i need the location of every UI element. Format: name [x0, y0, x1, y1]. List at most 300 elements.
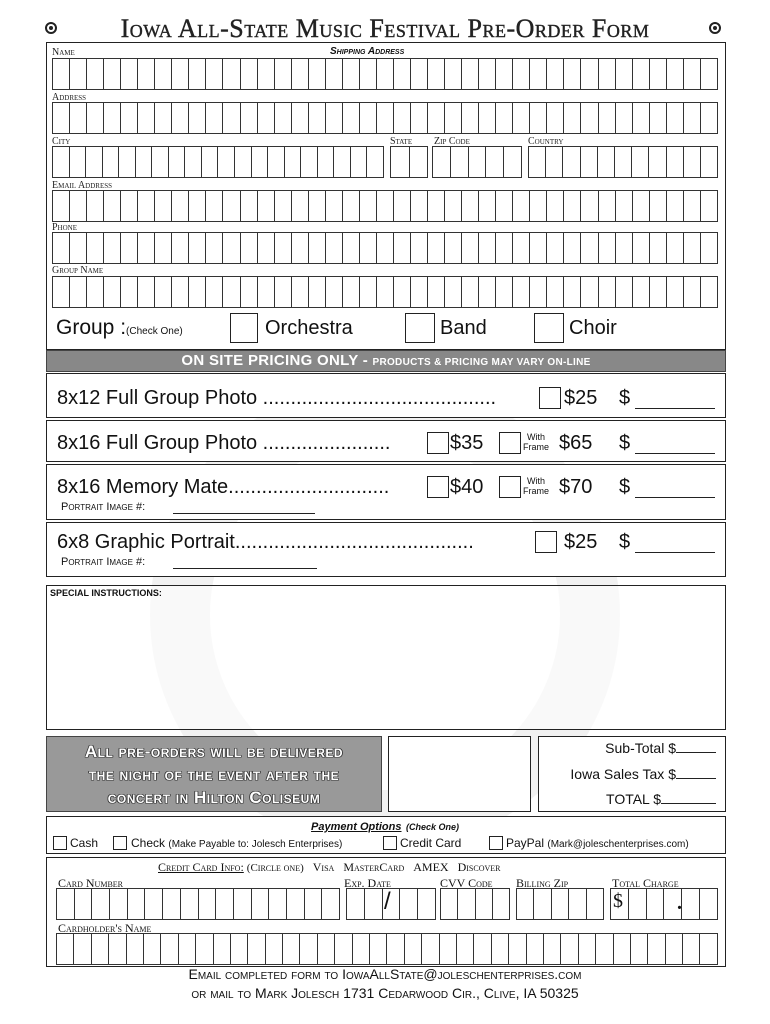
char-box[interactable]	[377, 103, 394, 133]
total-line[interactable]	[635, 453, 715, 454]
char-box[interactable]	[172, 277, 189, 307]
char-box[interactable]	[258, 191, 275, 221]
portrait-image-line[interactable]	[173, 513, 315, 514]
char-box[interactable]	[486, 147, 504, 177]
char-box[interactable]	[360, 233, 377, 263]
char-box[interactable]	[206, 59, 223, 89]
char-box[interactable]	[445, 191, 462, 221]
card-number-field[interactable]	[56, 888, 340, 920]
char-box[interactable]	[335, 934, 352, 964]
char-box[interactable]	[109, 934, 126, 964]
char-box[interactable]	[258, 103, 275, 133]
char-box[interactable]	[428, 103, 445, 133]
char-box[interactable]	[469, 147, 487, 177]
char-box[interactable]	[206, 277, 223, 307]
char-box[interactable]	[104, 59, 121, 89]
char-box[interactable]	[300, 934, 317, 964]
char-box[interactable]	[496, 277, 513, 307]
char-box[interactable]	[53, 277, 70, 307]
char-box[interactable]	[701, 233, 718, 263]
char-box[interactable]	[223, 233, 240, 263]
char-box[interactable]	[223, 191, 240, 221]
char-box[interactable]	[275, 191, 292, 221]
char-box[interactable]	[87, 233, 104, 263]
char-box[interactable]	[587, 889, 604, 919]
choir-checkbox[interactable]	[534, 313, 564, 343]
char-box[interactable]	[616, 233, 633, 263]
char-box[interactable]	[458, 889, 475, 919]
char-box[interactable]	[650, 233, 667, 263]
char-box[interactable]	[564, 277, 581, 307]
char-box[interactable]	[561, 934, 578, 964]
char-box[interactable]	[138, 59, 155, 89]
char-box[interactable]	[326, 233, 343, 263]
char-box[interactable]	[104, 103, 121, 133]
char-box[interactable]	[445, 277, 462, 307]
char-box[interactable]	[365, 889, 383, 919]
char-box[interactable]	[185, 147, 202, 177]
char-box[interactable]	[70, 277, 87, 307]
char-box[interactable]	[649, 147, 666, 177]
char-box[interactable]	[445, 103, 462, 133]
char-box[interactable]	[394, 103, 411, 133]
char-box[interactable]	[127, 934, 144, 964]
char-box[interactable]	[633, 103, 650, 133]
char-box[interactable]	[301, 147, 318, 177]
char-box[interactable]	[530, 103, 547, 133]
char-box[interactable]	[241, 233, 258, 263]
char-box[interactable]	[155, 103, 172, 133]
char-box[interactable]	[579, 934, 596, 964]
char-box[interactable]	[462, 277, 479, 307]
char-box[interactable]	[266, 934, 283, 964]
char-box[interactable]	[647, 889, 665, 919]
char-box[interactable]	[252, 889, 270, 919]
char-box[interactable]	[411, 277, 428, 307]
frame-checkbox[interactable]	[499, 432, 521, 454]
char-box[interactable]	[441, 889, 458, 919]
char-box[interactable]	[457, 934, 474, 964]
cvv-field[interactable]	[440, 888, 510, 920]
char-box[interactable]	[462, 103, 479, 133]
orchestra-checkbox[interactable]	[230, 313, 258, 343]
char-box[interactable]	[476, 889, 493, 919]
char-box[interactable]	[394, 277, 411, 307]
char-box[interactable]	[394, 59, 411, 89]
product-checkbox[interactable]	[535, 531, 557, 553]
char-box[interactable]	[353, 934, 370, 964]
char-box[interactable]	[360, 103, 377, 133]
char-box[interactable]	[616, 59, 633, 89]
char-box[interactable]	[309, 103, 326, 133]
group-name-field[interactable]	[52, 276, 718, 308]
char-box[interactable]	[667, 147, 684, 177]
char-box[interactable]	[581, 233, 598, 263]
char-box[interactable]	[569, 889, 586, 919]
char-box[interactable]	[343, 59, 360, 89]
char-box[interactable]	[104, 277, 121, 307]
char-box[interactable]	[189, 191, 206, 221]
char-box[interactable]	[581, 191, 598, 221]
char-box[interactable]	[422, 934, 439, 964]
char-box[interactable]	[479, 103, 496, 133]
char-box[interactable]	[138, 277, 155, 307]
char-box[interactable]	[411, 103, 428, 133]
product-checkbox[interactable]	[427, 432, 449, 454]
char-box[interactable]	[451, 147, 469, 177]
char-box[interactable]	[552, 889, 569, 919]
char-box[interactable]	[70, 233, 87, 263]
char-box[interactable]	[275, 59, 292, 89]
char-box[interactable]	[650, 59, 667, 89]
char-box[interactable]	[234, 889, 252, 919]
char-box[interactable]	[684, 147, 701, 177]
char-box[interactable]	[57, 934, 74, 964]
char-box[interactable]	[189, 277, 206, 307]
char-box[interactable]	[599, 233, 616, 263]
char-box[interactable]	[241, 103, 258, 133]
char-box[interactable]	[252, 147, 269, 177]
char-box[interactable]	[258, 277, 275, 307]
char-box[interactable]	[563, 147, 580, 177]
char-box[interactable]	[387, 934, 404, 964]
char-box[interactable]	[546, 147, 563, 177]
char-box[interactable]	[275, 103, 292, 133]
char-box[interactable]	[92, 889, 110, 919]
char-box[interactable]	[53, 103, 70, 133]
char-box[interactable]	[701, 277, 718, 307]
char-box[interactable]	[700, 889, 718, 919]
char-box[interactable]	[119, 147, 136, 177]
char-box[interactable]	[667, 191, 684, 221]
char-box[interactable]	[223, 103, 240, 133]
char-box[interactable]	[581, 277, 598, 307]
char-box[interactable]	[394, 233, 411, 263]
char-box[interactable]	[196, 934, 213, 964]
char-box[interactable]	[684, 103, 701, 133]
special-instructions-box[interactable]	[46, 585, 726, 730]
char-box[interactable]	[633, 59, 650, 89]
char-box[interactable]	[632, 147, 649, 177]
char-box[interactable]	[53, 59, 70, 89]
char-box[interactable]	[631, 934, 648, 964]
subtotal-line[interactable]: Sub-Total $	[540, 740, 716, 756]
char-box[interactable]	[544, 934, 561, 964]
char-box[interactable]	[347, 889, 365, 919]
char-box[interactable]	[223, 59, 240, 89]
paypal-checkbox[interactable]	[489, 836, 503, 850]
char-box[interactable]	[103, 147, 120, 177]
char-box[interactable]	[445, 59, 462, 89]
char-box[interactable]	[529, 147, 546, 177]
char-box[interactable]	[530, 233, 547, 263]
exp-date-field[interactable]	[346, 888, 436, 920]
char-box[interactable]	[275, 233, 292, 263]
char-box[interactable]	[445, 233, 462, 263]
char-box[interactable]	[163, 889, 181, 919]
char-box[interactable]	[377, 233, 394, 263]
char-box[interactable]	[391, 147, 410, 177]
char-box[interactable]	[479, 59, 496, 89]
char-box[interactable]	[418, 889, 436, 919]
char-box[interactable]	[241, 277, 258, 307]
mastercard-option[interactable]: MasterCard	[343, 860, 405, 874]
char-box[interactable]	[309, 191, 326, 221]
char-box[interactable]	[292, 277, 309, 307]
char-box[interactable]	[138, 191, 155, 221]
total-line[interactable]	[635, 408, 715, 409]
char-box[interactable]	[428, 233, 445, 263]
char-box[interactable]	[581, 103, 598, 133]
char-box[interactable]	[684, 277, 701, 307]
total-line[interactable]	[635, 552, 715, 553]
city-field[interactable]	[52, 146, 384, 178]
char-box[interactable]	[326, 59, 343, 89]
char-box[interactable]	[189, 103, 206, 133]
cardholder-name-field[interactable]	[56, 933, 718, 965]
portrait-image-line[interactable]	[173, 568, 317, 569]
char-box[interactable]	[616, 277, 633, 307]
char-box[interactable]	[305, 889, 323, 919]
char-box[interactable]	[504, 147, 522, 177]
credit-card-checkbox[interactable]	[383, 836, 397, 850]
char-box[interactable]	[189, 233, 206, 263]
char-box[interactable]	[633, 191, 650, 221]
char-box[interactable]	[70, 59, 87, 89]
char-box[interactable]	[629, 889, 647, 919]
char-box[interactable]	[75, 889, 93, 919]
char-box[interactable]	[534, 889, 551, 919]
char-box[interactable]	[326, 103, 343, 133]
char-box[interactable]	[479, 233, 496, 263]
total-line[interactable]	[635, 497, 715, 498]
char-box[interactable]	[479, 191, 496, 221]
char-box[interactable]	[343, 277, 360, 307]
char-box[interactable]	[513, 103, 530, 133]
char-box[interactable]	[517, 889, 534, 919]
char-box[interactable]	[57, 889, 75, 919]
char-box[interactable]	[633, 233, 650, 263]
char-box[interactable]	[268, 147, 285, 177]
char-box[interactable]	[513, 233, 530, 263]
char-box[interactable]	[462, 59, 479, 89]
char-box[interactable]	[87, 59, 104, 89]
char-box[interactable]	[530, 277, 547, 307]
address-field[interactable]	[52, 102, 718, 134]
char-box[interactable]	[411, 191, 428, 221]
cash-checkbox[interactable]	[53, 836, 67, 850]
char-box[interactable]	[241, 59, 258, 89]
check-checkbox[interactable]	[113, 836, 127, 850]
char-box[interactable]	[144, 934, 161, 964]
char-box[interactable]	[564, 191, 581, 221]
char-box[interactable]	[326, 277, 343, 307]
char-box[interactable]	[218, 147, 235, 177]
char-box[interactable]	[121, 233, 138, 263]
phone-field[interactable]	[52, 232, 718, 264]
char-box[interactable]	[581, 147, 598, 177]
total-line[interactable]: TOTAL $	[540, 791, 716, 807]
char-box[interactable]	[360, 191, 377, 221]
char-box[interactable]	[92, 934, 109, 964]
char-box[interactable]	[700, 934, 717, 964]
char-box[interactable]	[155, 191, 172, 221]
char-box[interactable]	[152, 147, 169, 177]
discover-option[interactable]: Discover	[457, 860, 501, 874]
char-box[interactable]	[343, 233, 360, 263]
char-box[interactable]	[351, 147, 368, 177]
char-box[interactable]	[509, 934, 526, 964]
char-box[interactable]	[547, 191, 564, 221]
char-box[interactable]	[616, 191, 633, 221]
char-box[interactable]	[633, 277, 650, 307]
char-box[interactable]	[172, 233, 189, 263]
zip-field[interactable]	[432, 146, 522, 178]
char-box[interactable]	[223, 277, 240, 307]
char-box[interactable]	[667, 59, 684, 89]
char-box[interactable]	[428, 191, 445, 221]
char-box[interactable]	[202, 147, 219, 177]
char-box[interactable]	[599, 191, 616, 221]
char-box[interactable]	[530, 59, 547, 89]
char-box[interactable]	[667, 233, 684, 263]
char-box[interactable]	[496, 103, 513, 133]
char-box[interactable]	[410, 147, 429, 177]
char-box[interactable]	[269, 889, 287, 919]
char-box[interactable]	[214, 934, 231, 964]
char-box[interactable]	[377, 277, 394, 307]
char-box[interactable]	[258, 233, 275, 263]
char-box[interactable]	[701, 191, 718, 221]
char-box[interactable]	[360, 59, 377, 89]
char-box[interactable]	[684, 59, 701, 89]
char-box[interactable]	[701, 147, 718, 177]
char-box[interactable]	[513, 59, 530, 89]
char-box[interactable]	[547, 103, 564, 133]
tax-line[interactable]: Iowa Sales Tax $	[540, 766, 716, 782]
char-box[interactable]	[121, 191, 138, 221]
char-box[interactable]	[70, 147, 87, 177]
char-box[interactable]	[104, 191, 121, 221]
char-box[interactable]	[682, 889, 700, 919]
char-box[interactable]	[169, 147, 186, 177]
char-box[interactable]	[322, 889, 340, 919]
char-box[interactable]	[581, 59, 598, 89]
char-box[interactable]	[479, 277, 496, 307]
char-box[interactable]	[411, 233, 428, 263]
char-box[interactable]	[138, 103, 155, 133]
char-box[interactable]	[309, 59, 326, 89]
char-box[interactable]	[181, 889, 199, 919]
char-box[interactable]	[547, 233, 564, 263]
char-box[interactable]	[428, 277, 445, 307]
char-box[interactable]	[394, 191, 411, 221]
char-box[interactable]	[104, 233, 121, 263]
char-box[interactable]	[258, 59, 275, 89]
char-box[interactable]	[145, 889, 163, 919]
char-box[interactable]	[199, 889, 217, 919]
char-box[interactable]	[343, 191, 360, 221]
char-box[interactable]	[370, 934, 387, 964]
char-box[interactable]	[172, 103, 189, 133]
char-box[interactable]	[206, 191, 223, 221]
char-box[interactable]	[547, 59, 564, 89]
char-box[interactable]	[614, 934, 631, 964]
char-box[interactable]	[172, 59, 189, 89]
char-box[interactable]	[70, 103, 87, 133]
char-box[interactable]	[292, 191, 309, 221]
char-box[interactable]	[496, 59, 513, 89]
char-box[interactable]	[599, 277, 616, 307]
char-box[interactable]	[110, 889, 128, 919]
char-box[interactable]	[616, 103, 633, 133]
char-box[interactable]	[615, 147, 632, 177]
char-box[interactable]	[128, 889, 146, 919]
char-box[interactable]	[564, 103, 581, 133]
char-box[interactable]	[367, 147, 384, 177]
char-box[interactable]	[650, 277, 667, 307]
char-box[interactable]	[87, 103, 104, 133]
char-box[interactable]	[87, 277, 104, 307]
char-box[interactable]	[596, 934, 613, 964]
email-field[interactable]	[52, 190, 718, 222]
char-box[interactable]	[334, 147, 351, 177]
char-box[interactable]	[492, 934, 509, 964]
state-field[interactable]	[390, 146, 428, 178]
char-box[interactable]	[599, 59, 616, 89]
char-box[interactable]	[648, 934, 665, 964]
char-box[interactable]	[411, 59, 428, 89]
char-box[interactable]	[121, 103, 138, 133]
char-box[interactable]	[433, 147, 451, 177]
char-box[interactable]	[121, 59, 138, 89]
char-box[interactable]	[189, 59, 206, 89]
char-box[interactable]	[684, 191, 701, 221]
char-box[interactable]	[155, 59, 172, 89]
char-box[interactable]	[513, 277, 530, 307]
char-box[interactable]	[684, 233, 701, 263]
name-field[interactable]	[52, 58, 718, 90]
char-box[interactable]	[666, 934, 683, 964]
char-box[interactable]	[598, 147, 615, 177]
visa-option[interactable]: Visa	[312, 860, 335, 874]
char-box[interactable]	[599, 103, 616, 133]
char-box[interactable]	[155, 233, 172, 263]
product-checkbox[interactable]	[427, 476, 449, 498]
char-box[interactable]	[161, 934, 178, 964]
char-box[interactable]	[206, 103, 223, 133]
char-box[interactable]	[172, 191, 189, 221]
char-box[interactable]	[701, 103, 718, 133]
char-box[interactable]	[650, 191, 667, 221]
char-box[interactable]	[87, 191, 104, 221]
char-box[interactable]	[235, 147, 252, 177]
char-box[interactable]	[248, 934, 265, 964]
char-box[interactable]	[701, 59, 718, 89]
char-box[interactable]	[309, 277, 326, 307]
amex-option[interactable]: AMEX	[413, 860, 449, 874]
char-box[interactable]	[564, 59, 581, 89]
char-box[interactable]	[318, 934, 335, 964]
char-box[interactable]	[493, 889, 510, 919]
char-box[interactable]	[287, 889, 305, 919]
char-box[interactable]	[318, 147, 335, 177]
char-box[interactable]	[513, 191, 530, 221]
char-box[interactable]	[564, 233, 581, 263]
char-box[interactable]	[547, 277, 564, 307]
char-box[interactable]	[462, 233, 479, 263]
char-box[interactable]	[53, 191, 70, 221]
